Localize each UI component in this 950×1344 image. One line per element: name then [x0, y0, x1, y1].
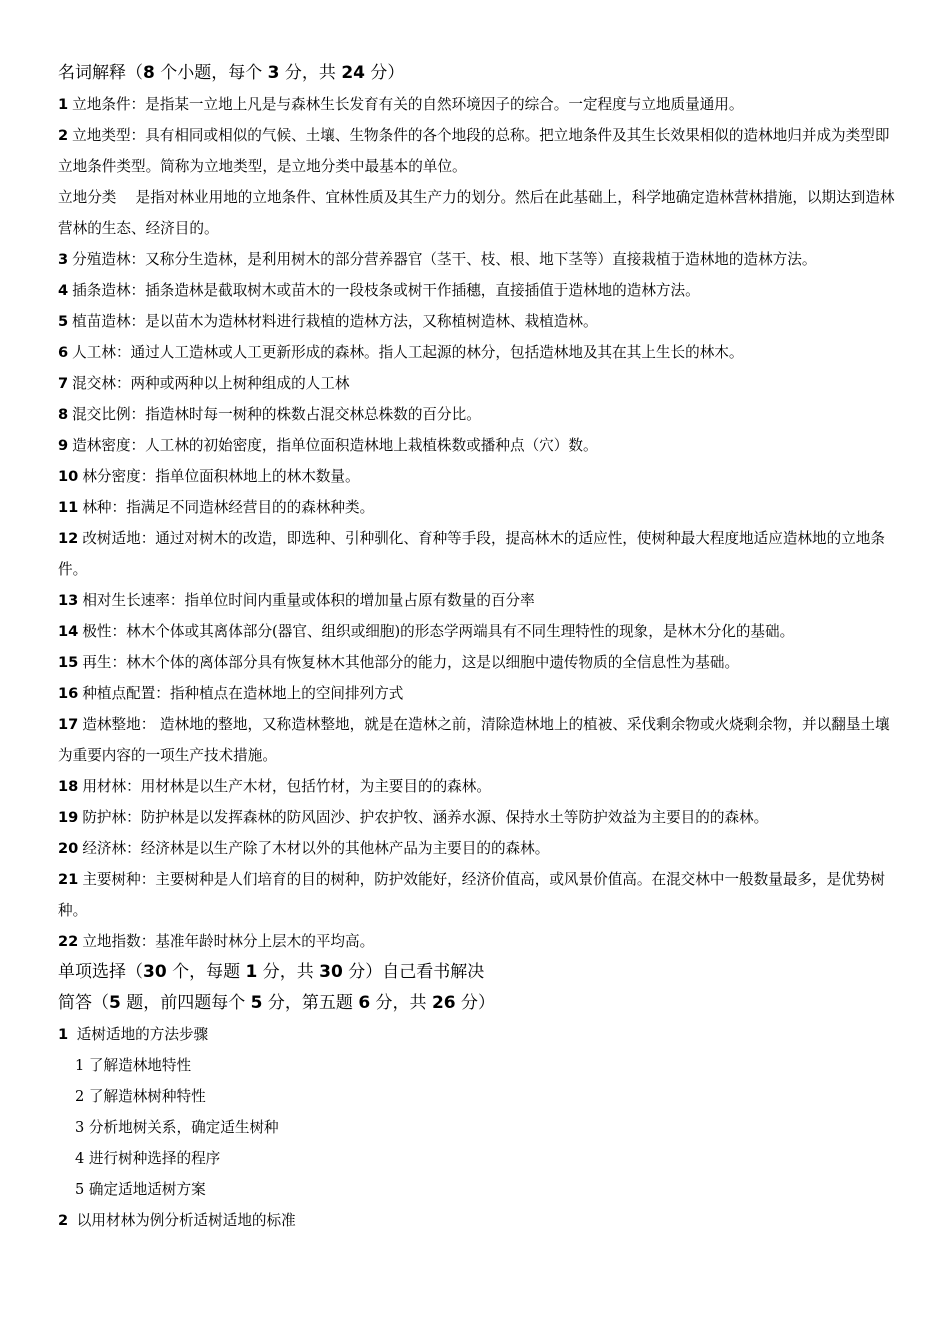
term-text: 用材林：用材林是以生产木材，包括竹材，为主要目的的森林。	[82, 778, 491, 795]
step-item: 2 了解造林树种特性	[75, 1088, 206, 1105]
heading-text: 分，共	[257, 962, 320, 982]
term-number: 2	[58, 127, 69, 144]
term-text: 插条造林：插条造林是截取树木或苗木的一段枝条或树干作插穗，直接插值于造林地的造林方法。	[72, 282, 700, 299]
term-number: 14	[58, 623, 79, 640]
heading-number: 6	[358, 993, 371, 1013]
term-definition	[58, 802, 898, 833]
question-number: 1	[58, 1026, 69, 1043]
term-text: 立地类型：具有相同或相似的气候、土壤、生物条件的各个地段的总称。把立地条件及其生长效果相似的造林地归并成为类型即立地条件类型。简称为立地类型，是立地分类中最基本的单位。	[58, 127, 890, 175]
term-definition	[58, 182, 898, 244]
heading-number: 8	[143, 63, 155, 83]
term-text: 相对生长速率：指单位时间内重量或体积的增加量占原有数量的百分率	[82, 592, 535, 609]
term-number: 5	[58, 313, 69, 330]
term-definition	[58, 709, 898, 771]
term-definition	[58, 89, 898, 120]
step-list	[58, 1050, 898, 1205]
short-question-1	[58, 1019, 898, 1050]
term-number: 16	[58, 685, 79, 702]
term-definition	[58, 771, 898, 802]
heading-text: 分）自己看书解决	[342, 962, 485, 982]
term-text: 植苗造林：是以苗木为造林材料进行栽植的造林方法，又称植树造林、栽植造林。	[72, 313, 598, 330]
term-text: 再生：林木个体的离体部分具有恢复林木其他部分的能力，这是以细胞中遗传物质的全信息性为基础。	[82, 654, 740, 671]
term-number: 12	[58, 530, 79, 547]
term-definition	[58, 306, 898, 337]
section-heading-terms	[58, 58, 898, 89]
heading-text: 分，共	[370, 993, 432, 1013]
step-item: 5 确定适地适树方案	[75, 1181, 206, 1198]
step-item: 3 分析地树关系，确定适生树种	[75, 1119, 279, 1136]
term-text: 造林密度：人工林的初始密度，指单位面积造林地上栽植株数或播种点（穴）数。	[72, 437, 598, 454]
step-item: 4 进行树种选择的程序	[75, 1150, 221, 1167]
term-text: 立地分类 是指对林业用地的立地条件、宜林性质及其生产力的划分。然后在此基础上，科学地确定造林营林措施，以期达到造林营林的生态、经济目的。	[58, 189, 895, 237]
term-definition	[58, 585, 898, 616]
term-number: 10	[58, 468, 79, 485]
term-text: 改树适地：通过对树木的改造，即选种、引种驯化、育种等手段，提高林木的适应性，使树种最大程度地适应造林地的立地条件。	[58, 530, 885, 578]
term-number: 1	[58, 96, 69, 113]
term-definition	[58, 616, 898, 647]
term-number: 17	[58, 716, 79, 733]
term-text: 混交比例：指造林时每一树种的株数占混交林总株数的百分比。	[72, 406, 481, 423]
term-definition	[58, 864, 898, 926]
term-definition	[58, 368, 898, 399]
term-definition	[58, 430, 898, 461]
term-number: 6	[58, 344, 69, 361]
term-number: 15	[58, 654, 79, 671]
term-text: 人工林：通过人工造林或人工更新形成的森林。指人工起源的林分，包括造林地及其在其上生长的林木。	[72, 344, 744, 361]
heading-number: 1	[245, 962, 258, 982]
term-text: 防护林：防护林是以发挥森林的防风固沙、护农护牧、涵养水源、保持水土等防护效益为主要目的的森林。	[82, 809, 769, 826]
section-heading-short	[58, 988, 898, 1019]
heading-number: 24	[341, 63, 365, 83]
term-definition	[58, 678, 898, 709]
document-content	[58, 58, 898, 1236]
term-definition	[58, 399, 898, 430]
term-number: 20	[58, 840, 79, 857]
question-text: 以用材林为例分析适树适地的标准	[72, 1212, 296, 1229]
term-number: 8	[58, 406, 69, 423]
heading-text: 名词解释（	[58, 63, 143, 83]
term-text: 造林整地： 造林地的整地，又称造林整地，就是在造林之前，清除造林地上的植被、采伐剩余物或火烧剩余物，并以翻垦土壤为重要内容的一项生产技术措施。	[58, 716, 890, 764]
term-number: 4	[58, 282, 69, 299]
heading-text: 分，第五题	[262, 993, 359, 1013]
question-number: 2	[58, 1212, 69, 1229]
term-text: 种植点配置：指种植点在造林地上的空间排列方式	[82, 685, 404, 702]
heading-number: 26	[431, 993, 456, 1013]
heading-number: 3	[267, 63, 280, 83]
heading-number: 5	[109, 993, 121, 1013]
heading-text: 个小题，每个	[154, 63, 268, 83]
term-text: 立地指数：基准年龄时林分上层木的平均高。	[82, 933, 375, 950]
term-list	[58, 89, 898, 957]
heading-text: 分）	[364, 63, 405, 83]
step-item: 1 了解造林地特性	[75, 1057, 192, 1074]
heading-text: 个，每题	[166, 962, 246, 982]
term-number: 11	[58, 499, 79, 516]
section-heading-choice	[58, 957, 898, 988]
term-text: 极性：林木个体或其离体部分(器官、组织或细胞)的形态学两端具有不同生理特性的现象，是林木分化的基础。	[82, 623, 795, 640]
term-definition	[58, 926, 898, 957]
term-number: 19	[58, 809, 79, 826]
term-number: 3	[58, 251, 69, 268]
heading-text: 简答（	[58, 993, 109, 1013]
heading-text: 分，共	[279, 63, 342, 83]
heading-number: 30	[319, 962, 343, 982]
question-text: 适树适地的方法步骤	[72, 1026, 209, 1043]
term-number: 18	[58, 778, 79, 795]
heading-number: 30	[143, 962, 167, 982]
term-text: 经济林：经济林是以生产除了木材以外的其他林产品为主要目的的森林。	[82, 840, 550, 857]
term-text: 林分密度：指单位面积林地上的林木数量。	[82, 468, 360, 485]
term-definition	[58, 275, 898, 306]
term-number: 7	[58, 375, 69, 392]
term-text: 林种：指满足不同造林经营目的的森林种类。	[82, 499, 375, 516]
term-text: 混交林：两种或两种以上树种组成的人工林	[72, 375, 350, 392]
term-definition	[58, 120, 898, 182]
heading-text: 题，前四题每个	[120, 993, 251, 1013]
term-text: 分殖造林：又称分生造林，是利用树木的部分营养器官（茎干、枝、根、地下茎等）直接栽植于造林地的造林方法。	[72, 251, 817, 268]
heading-number: 5	[250, 993, 263, 1013]
term-definition	[58, 461, 898, 492]
term-number: 22	[58, 933, 79, 950]
term-definition	[58, 647, 898, 678]
term-text: 主要树种：主要树种是人们培育的目的树种，防护效能好，经济价值高，或风景价值高。在混交林中一般数量最多，是优势树种。	[58, 871, 885, 919]
term-definition	[58, 523, 898, 585]
term-definition	[58, 244, 898, 275]
heading-text: 分）	[455, 993, 496, 1013]
term-number: 9	[58, 437, 69, 454]
term-definition	[58, 833, 898, 864]
heading-text: 单项选择（	[58, 962, 143, 982]
term-definition	[58, 492, 898, 523]
term-number: 21	[58, 871, 79, 888]
term-text: 立地条件：是指某一立地上凡是与森林生长发育有关的自然环境因子的综合。一定程度与立地质量通用。	[72, 96, 744, 113]
short-question-2	[58, 1205, 898, 1236]
term-definition	[58, 337, 898, 368]
term-number: 13	[58, 592, 79, 609]
